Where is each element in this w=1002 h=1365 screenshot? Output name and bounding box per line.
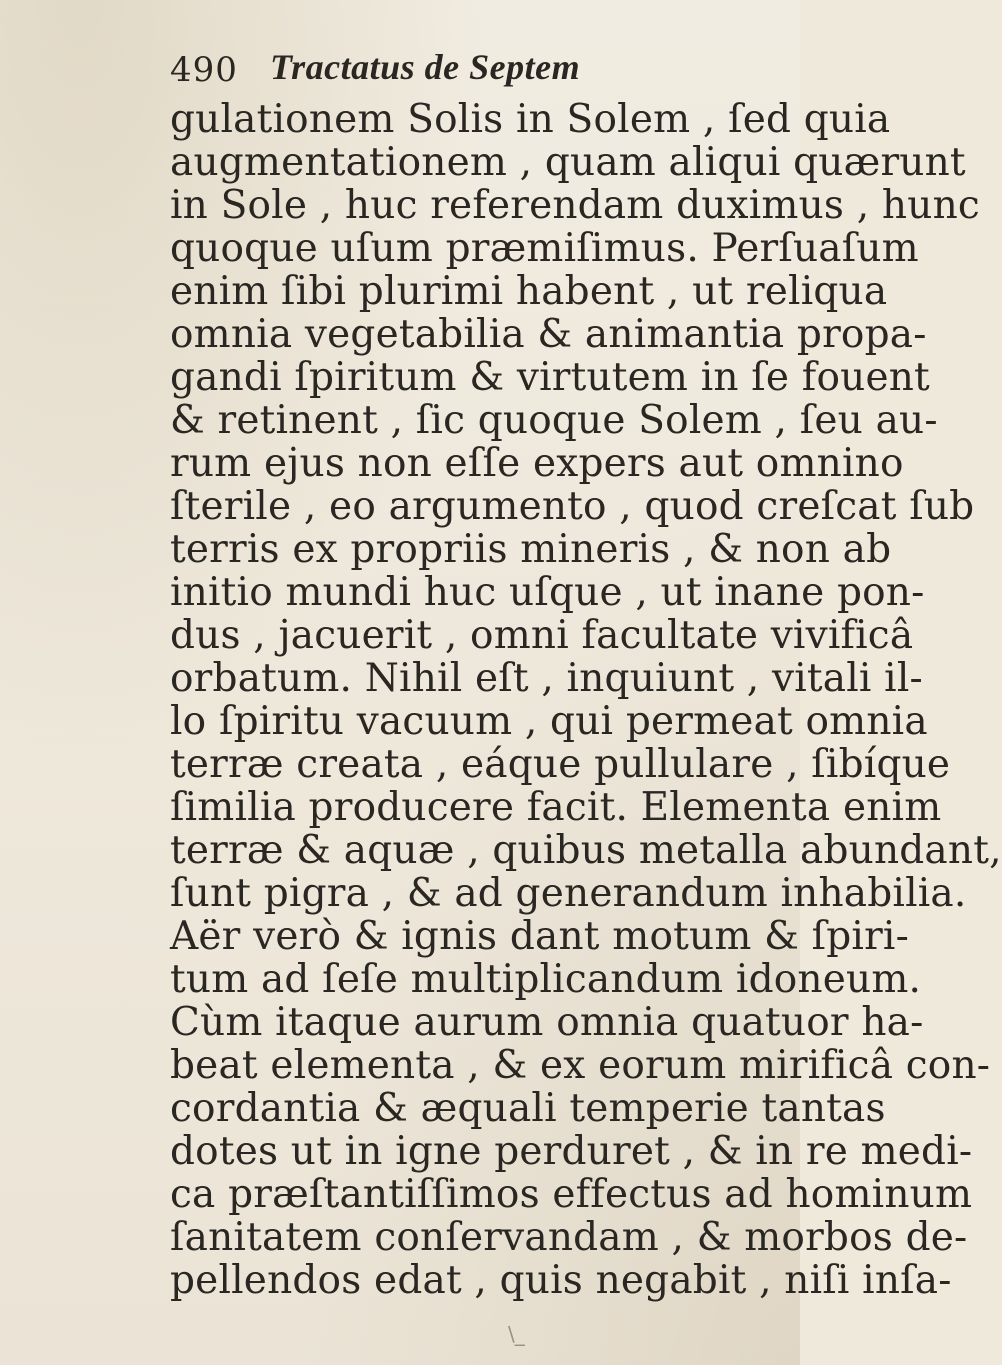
text-line: beat elementa , & ex eorum mirificâ con- xyxy=(170,1043,991,1088)
text-line: ca præſtantiſſimos effectus ad hominum xyxy=(170,1172,973,1217)
text-line: ſimilia producere facit. Elementa enim xyxy=(170,785,942,830)
text-line: pellendos edat , quis negabit , niſi inſa- xyxy=(170,1258,952,1303)
text-line: Cùm itaque aurum omnia quatuor ha- xyxy=(170,1000,924,1045)
bleed-mark-icon: \_ xyxy=(508,1322,525,1346)
text-line: ſunt pigra , & ad generandum inhabilia. xyxy=(170,871,967,916)
text-line: rum ejus non eſſe expers aut omnino xyxy=(170,441,904,486)
text-line: in Sole , huc referendam duximus , hunc xyxy=(170,183,980,228)
text-line: gulationem Solis in Solem , ſed quia xyxy=(170,97,891,142)
text-line: gandi ſpiritum & virtutem in ſe fouent xyxy=(170,355,930,400)
text-line: terris ex propriis mineris , & non ab xyxy=(170,527,892,572)
running-head: Tractatus de Septem xyxy=(270,47,581,87)
text-line: dus , jacuerit , omni facultate vivificâ xyxy=(170,613,914,658)
text-line: lo ſpiritu vacuum , qui permeat omnia xyxy=(170,699,928,744)
text-line: initio mundi huc uſque , ut inane pon- xyxy=(170,570,925,615)
text-line: & retinent , ſic quoque Solem , ſeu au- xyxy=(170,398,938,443)
page-header xyxy=(170,42,770,92)
page-number: 490 xyxy=(170,50,238,90)
text-line: orbatum. Nihil eſt , inquiunt , vitali il- xyxy=(170,656,923,701)
text-line: Aër verò & ignis dant motum & ſpiri- xyxy=(170,914,909,959)
text-line: tum ad ſeſe multiplicandum idoneum. xyxy=(170,957,922,1002)
text-line: omnia vegetabilia & animantia propa- xyxy=(170,312,927,357)
text-line: dotes ut in igne perduret , & in re medi- xyxy=(170,1129,973,1174)
text-line: terræ creata , eáque pullulare , ſibíque xyxy=(170,742,951,787)
text-line: terræ & aquæ , quibus metalla abundant, xyxy=(170,828,1002,873)
text-line: ſanitatem conſervandam , & morbos de- xyxy=(170,1215,968,1260)
text-line: quoque uſum præmiſimus. Perſuaſum xyxy=(170,226,919,271)
text-line: enim ſibi plurimi habent , ut reliqua xyxy=(170,269,888,314)
text-line: augmentationem , quam aliqui quærunt xyxy=(170,140,966,185)
body-text xyxy=(170,96,1002,1306)
text-line: cordantia & æquali temperie tantas xyxy=(170,1086,886,1131)
text-line: ſterile , eo argumento , quod creſcat ſub xyxy=(170,484,975,529)
